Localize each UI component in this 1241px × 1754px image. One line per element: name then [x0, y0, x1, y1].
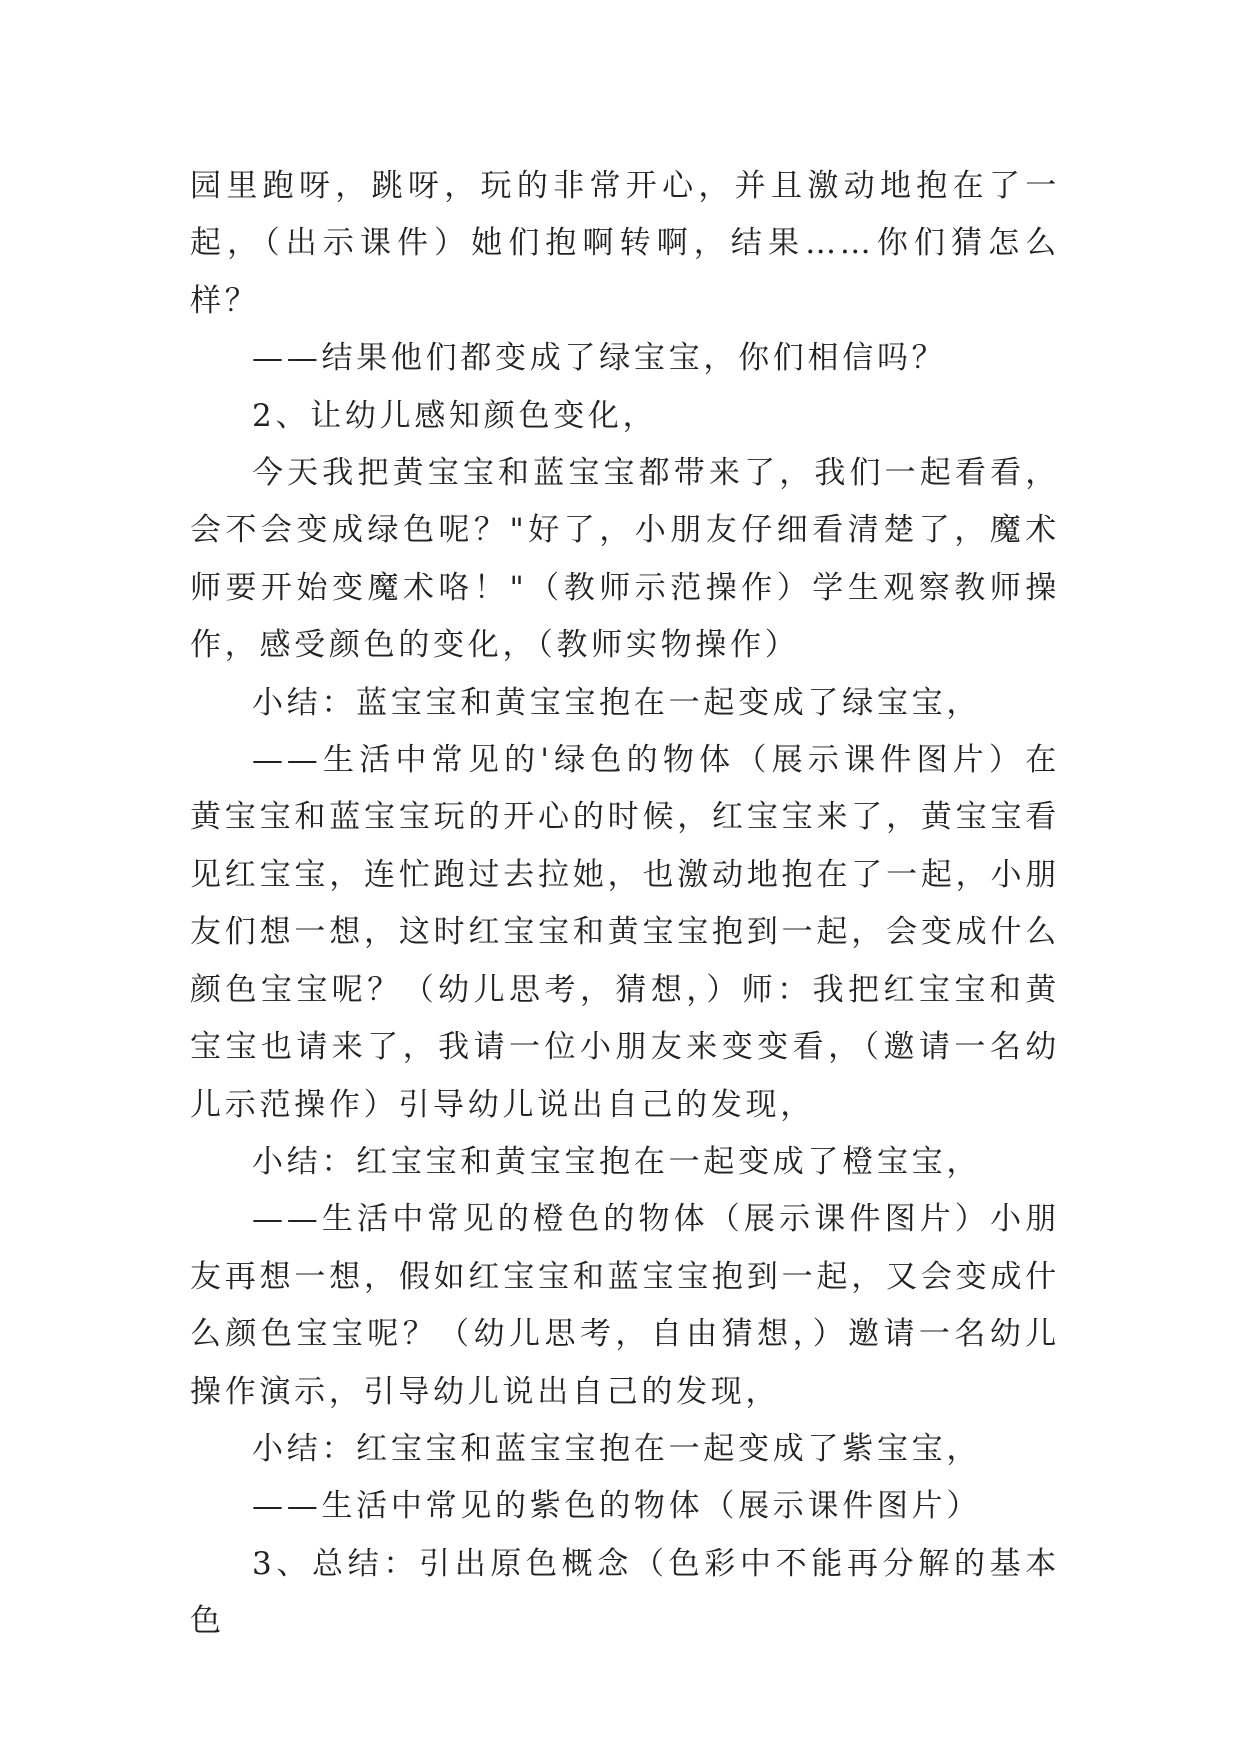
paragraph-5: 小结：蓝宝宝和黄宝宝抱在一起变成了绿宝宝， [252, 684, 982, 721]
paragraph-8: ——生活中常见的橙色的物体（展示课件图片）小朋友再想一想，假如红宝宝和蓝宝宝抱到一起，又会变成什么颜色宝宝呢？（幼儿思考，自由猜想，）邀请一名幼儿操作演示，引导幼儿说出自己的发现， [190, 1201, 1060, 1410]
paragraph-9: 小结：红宝宝和蓝宝宝抱在一起变成了紫宝宝， [252, 1430, 982, 1467]
paragraph-11: 3、总结：引出原色概念（色彩中不能再分解的基本色 [190, 1545, 1060, 1640]
paragraph-10: ——生活中常见的紫色的物体（展示课件图片） [252, 1488, 982, 1525]
body-text [190, 158, 1060, 1651]
paragraph-7: 小结：红宝宝和黄宝宝抱在一起变成了橙宝宝， [252, 1143, 982, 1180]
paragraph-2: ——结果他们都变成了绿宝宝，你们相信吗？ [252, 340, 947, 377]
paragraph-1: 园里跑呀，跳呀，玩的非常开心，并且激动地抱在了一起，（出示课件）她们抱啊转啊，结果……你们猜怎么样？ [190, 168, 1060, 319]
paragraph-3: 2、让幼儿感知颜色变化， [252, 397, 658, 434]
paragraph-4: 今天我把黄宝宝和蓝宝宝都带来了，我们一起看看，会不会变成绿色呢？"好了，小朋友仔细看清楚了，魔术师要开始变魔术咯！"（教师示范操作）学生观察教师操作，感受颜色的变化，（教师实物操作） [190, 455, 1060, 664]
paragraph-6: ——生活中常见的'绿色的物体（展示课件图片）在黄宝宝和蓝宝宝玩的开心的时候，红宝宝来了，黄宝宝看见红宝宝，连忙跑过去拉她，也激动地抱在了一起，小朋友们想一想，这时红宝宝和黄宝宝抱到一起，会变成什么颜色宝宝呢？（幼儿思考，猜想，）师：我把红宝宝和黄宝宝也请来了，我请一位小朋友来变变看，（邀请一名幼儿示范操作）引导幼儿说出自己的发现， [190, 742, 1060, 1123]
